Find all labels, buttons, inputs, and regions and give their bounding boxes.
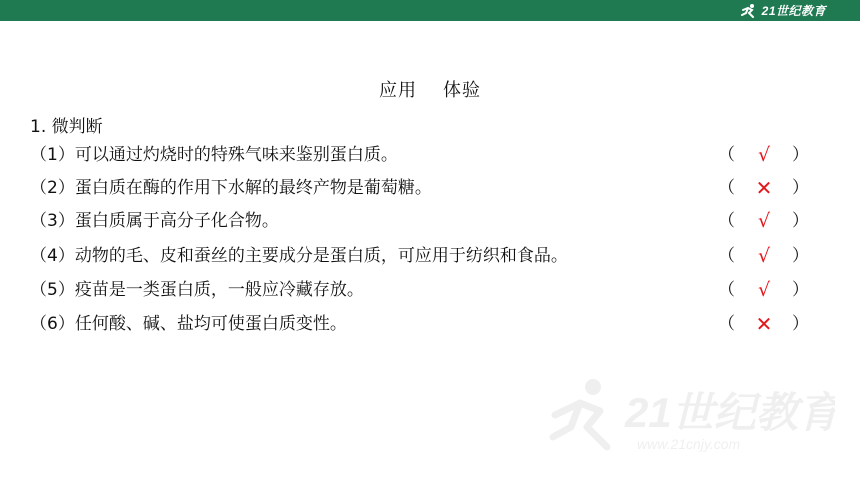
answer-paren-open: （: [718, 178, 735, 198]
answer-paren-open: （: [718, 246, 735, 266]
answer-paren-open: （: [718, 145, 735, 165]
cross-mark: ✕: [755, 176, 773, 200]
answer-paren-close: ）: [792, 211, 809, 231]
check-mark: √: [757, 279, 771, 301]
item-text: （1）可以通过灼烧时的特殊气味来鉴别蛋白质。: [30, 145, 398, 165]
judgment-item: [30, 142, 820, 168]
answer-paren-close: ）: [792, 145, 809, 165]
judgment-item: [30, 277, 820, 303]
top-header-bar: [0, 0, 860, 21]
section-title: [0, 76, 860, 102]
watermark-text: 21世纪教育: [625, 389, 835, 436]
section-title-part2: 体验: [443, 80, 481, 101]
brand-logo: [740, 2, 826, 18]
cross-mark: ✕: [755, 312, 773, 336]
judgment-item: [30, 311, 820, 337]
section-title-part1: 应用: [379, 80, 417, 101]
answer-paren-open: （: [718, 280, 735, 300]
answer-paren-close: ）: [792, 178, 809, 198]
item-text: （5）疫苗是一类蛋白质，一般应冷藏存放。: [30, 280, 364, 300]
check-mark: √: [757, 144, 771, 166]
logo-text: 21世纪教育: [761, 3, 826, 18]
watermark-url: www.21cnjy.com: [637, 436, 741, 452]
question-heading: 1. 微判断: [30, 117, 103, 137]
answer-paren-close: ）: [792, 314, 809, 334]
check-mark: √: [757, 210, 771, 232]
item-text: （3）蛋白质属于高分子化合物。: [30, 211, 279, 231]
judgment-item: [30, 208, 820, 234]
judgment-item: [30, 243, 820, 269]
item-text: （6）任何酸、碱、盐均可使蛋白质变性。: [30, 314, 347, 334]
watermark-logo: [545, 375, 835, 459]
answer-paren-open: （: [718, 211, 735, 231]
answer-paren-close: ）: [792, 246, 809, 266]
check-mark: √: [757, 245, 771, 267]
runner-logo-icon: [740, 3, 758, 18]
answer-paren-close: ）: [792, 280, 809, 300]
judgment-item: [30, 175, 820, 201]
item-text: （4）动物的毛、皮和蚕丝的主要成分是蛋白质，可应用于纺织和食品。: [30, 246, 568, 266]
item-text: （2）蛋白质在酶的作用下水解的最终产物是葡萄糖。: [30, 178, 432, 198]
answer-paren-open: （: [718, 314, 735, 334]
